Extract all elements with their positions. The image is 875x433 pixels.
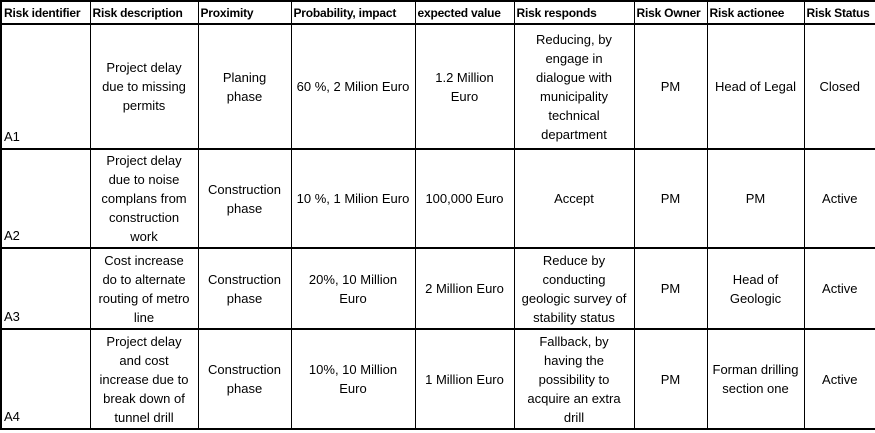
cell-risk-owner: PM — [634, 248, 707, 329]
column-header-expected-value: expected value — [415, 1, 514, 24]
cell-risk-identifier: A2 — [1, 149, 90, 248]
cell-proximity: Construction phase — [198, 149, 291, 248]
column-header-risk-owner: Risk Owner — [634, 1, 707, 24]
column-header-proximity: Proximity — [198, 1, 291, 24]
cell-expected-value: 100,000 Euro — [415, 149, 514, 248]
cell-risk-status: Closed — [804, 24, 875, 149]
cell-proximity: Construction phase — [198, 248, 291, 329]
column-header-risk-description: Risk description — [90, 1, 198, 24]
cell-probability-impact: 10 %, 1 Milion Euro — [291, 149, 415, 248]
table-row-a3 — [1, 248, 875, 329]
cell-risk-responds: Accept — [514, 149, 634, 248]
cell-risk-owner: PM — [634, 329, 707, 429]
table-row-a2 — [1, 149, 875, 248]
cell-expected-value: 1.2 Million Euro — [415, 24, 514, 149]
cell-risk-identifier: A4 — [1, 329, 90, 429]
table-row-a4 — [1, 329, 875, 429]
cell-risk-description: Cost increase do to alternate routing of metro line — [90, 248, 198, 329]
cell-risk-responds: Reducing, by engage in dialogue with municipality technical department — [514, 24, 634, 149]
cell-risk-status: Active — [804, 248, 875, 329]
cell-probability-impact: 20%, 10 Million Euro — [291, 248, 415, 329]
cell-risk-responds: Reduce by conducting geologic survey of stability status — [514, 248, 634, 329]
cell-risk-identifier: A3 — [1, 248, 90, 329]
cell-risk-status: Active — [804, 149, 875, 248]
cell-risk-responds: Fallback, by having the possibility to acquire an extra drill — [514, 329, 634, 429]
table-header-row — [1, 1, 875, 24]
column-header-risk-actionee: Risk actionee — [707, 1, 804, 24]
cell-risk-actionee: PM — [707, 149, 804, 248]
cell-risk-owner: PM — [634, 24, 707, 149]
cell-expected-value: 1 Million Euro — [415, 329, 514, 429]
cell-risk-owner: PM — [634, 149, 707, 248]
column-header-probability-impact: Probability, impact — [291, 1, 415, 24]
cell-risk-actionee: Head of Geologic — [707, 248, 804, 329]
cell-risk-description: Project delay due to noise complans from construction work — [90, 149, 198, 248]
column-header-risk-responds: Risk responds — [514, 1, 634, 24]
cell-risk-status: Active — [804, 329, 875, 429]
cell-risk-description: Project delay and cost increase due to break down of tunnel drill — [90, 329, 198, 429]
column-header-risk-status: Risk Status — [804, 1, 875, 24]
cell-expected-value: 2 Million Euro — [415, 248, 514, 329]
cell-probability-impact: 10%, 10 Million Euro — [291, 329, 415, 429]
cell-proximity: Construction phase — [198, 329, 291, 429]
cell-risk-identifier: A1 — [1, 24, 90, 149]
cell-proximity: Planing phase — [198, 24, 291, 149]
table-row-a1 — [1, 24, 875, 149]
cell-risk-description: Project delay due to missing permits — [90, 24, 198, 149]
cell-probability-impact: 60 %, 2 Milion Euro — [291, 24, 415, 149]
cell-risk-actionee: Head of Legal — [707, 24, 804, 149]
column-header-risk-identifier: Risk identifier — [1, 1, 90, 24]
cell-risk-actionee: Forman drilling section one — [707, 329, 804, 429]
